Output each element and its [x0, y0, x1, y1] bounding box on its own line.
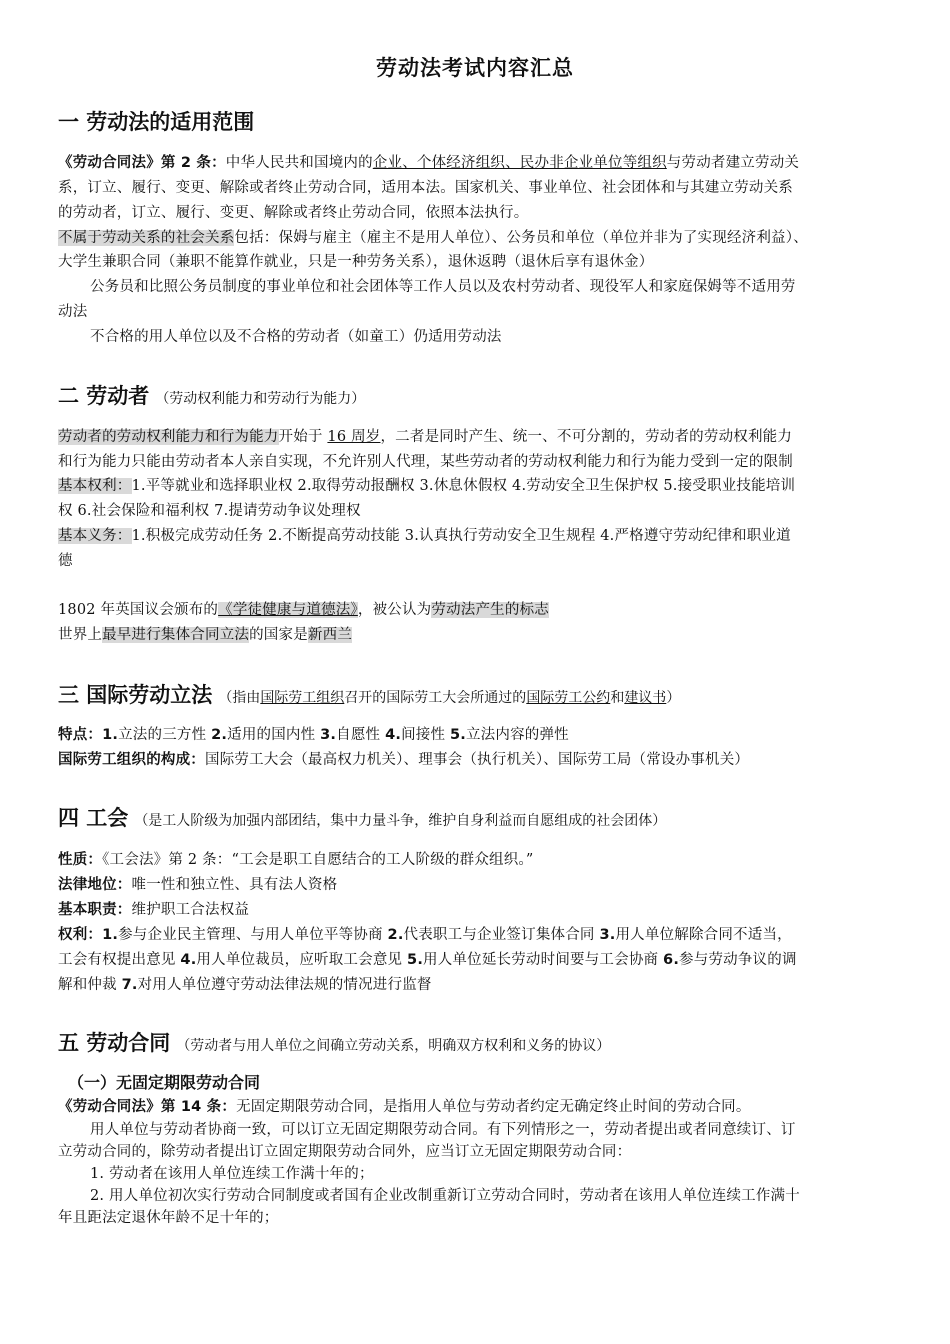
s1-line-5: 大学生兼职合同（兼职不能算作就业，只是一种劳务关系），退休返聘（退休后享有退休金） [58, 254, 654, 270]
section-3-heading [58, 679, 680, 709]
highlighted-text: 《学徒健康与道德法》 [218, 602, 358, 618]
text: 工会有权提出意见 [58, 952, 181, 968]
text: 用人单位解除合同不适当， [615, 927, 792, 943]
text: 参与企业民主管理、与用人单位平等协商 [118, 927, 388, 943]
s2-line-8 [58, 623, 352, 644]
s5-line-6: 年且距法定退休年龄不足十年的； [58, 1210, 279, 1226]
heading-note: （劳动者与用人单位之间确立劳动关系，明确双方权利和义务的协议） [176, 1038, 611, 1054]
num: 2. [387, 927, 404, 943]
heading-note: （劳动权利能力和劳动行为能力） [155, 391, 366, 407]
underlined-text: 国际劳工公约 [526, 690, 611, 706]
s4-line-4 [58, 923, 792, 944]
text: ，二者是同时产生、统一、不可分割的，劳动者的劳动权利能力 [380, 429, 793, 445]
highlighted-text: 基本权利： [58, 478, 132, 494]
section-2-heading [58, 380, 365, 410]
highlighted-text: 劳动法产生的标志 [431, 602, 549, 618]
underlined-text: 16 周岁 [327, 429, 381, 445]
s1-line-2: 系，订立、履行、变更、解除或者终止劳动合同，适用本法。国家机关、事业单位、社会团体和与其建立劳动关系 [58, 180, 793, 196]
text: 和 [610, 690, 625, 706]
s2-line-2: 和行为能力只能由劳动者本人亲自实现，不允许别人代理，某些劳动者的劳动权利能力和行为能力受到一定的限制 [58, 454, 793, 470]
heading-text: 四 工会 [58, 806, 129, 830]
text: 中华人民共和国境内的 [225, 155, 373, 171]
text: ） [666, 690, 681, 706]
highlighted-text: 不属于劳动关系的社会关系 [58, 230, 235, 246]
section-4-heading [58, 802, 666, 832]
s4-line-3 [58, 898, 249, 919]
s2-line-5 [58, 524, 791, 545]
highlighted-text: 新西兰 [307, 627, 353, 643]
s5-line-5: 2. 用人单位初次实行劳动合同制度或者国有企业改制重新订立劳动合同时，劳动者在该用人单位连续工作满十 [90, 1188, 800, 1204]
text: 立法的三方性 [118, 727, 212, 743]
s2-line-3 [58, 474, 795, 495]
s1-line-1 [58, 151, 799, 172]
subsection-heading: （一）无固定期限劳动合同 [68, 1073, 261, 1092]
s2-line-7 [58, 598, 549, 619]
text: 开始于 [278, 429, 328, 445]
heading-note [218, 690, 680, 706]
s5-line-2: 用人单位与劳动者协商一致，可以订立无固定期限劳动合同。有下列情形之一，劳动者提出或者同意续订、订 [90, 1122, 796, 1138]
num: 6. [663, 952, 680, 968]
text: 《工会法》第 2 条：“工会是职工自愿结合的工人阶级的群众组织。” [102, 852, 534, 868]
s5-line-3: 立劳动合同的，除劳动者提出订立固定期限劳动合同外，应当订立无固定期限劳动合同： [58, 1144, 632, 1160]
section-1-heading: 一 劳动法的适用范围 [58, 110, 255, 134]
s1-line-7: 动法 [58, 304, 88, 320]
s2-line-6: 德 [58, 553, 73, 569]
s4-line-6 [58, 973, 432, 994]
text: 的国家是 [249, 627, 308, 643]
s1-line-4 [58, 226, 808, 247]
num: 5. [407, 952, 424, 968]
highlighted-text: 劳动者的劳动权利能力和行为能力 [58, 429, 279, 445]
underlined-text: 国际劳工组织 [260, 690, 345, 706]
text: 1.积极完成劳动任务 2.不断提高劳动技能 3.认真执行劳动安全卫生规程 4.严格遵守劳动纪律和职业道 [131, 528, 791, 544]
text: 对用人单位遵守劳动法律法规的情况进行监督 [137, 977, 432, 993]
text: 无固定期限劳动合同，是指用人单位与劳动者约定无确定终止时间的劳动合同。 [236, 1099, 751, 1115]
s2-line-1 [58, 425, 792, 446]
text: 用人单位裁员，应听取工会意见 [196, 952, 408, 968]
law-citation: 《劳动合同法》第 2 条： [58, 155, 226, 171]
text: 世界上 [58, 627, 103, 643]
s1-line-3: 的劳动者，订立、履行、变更、解除或者终止劳动合同，依照本法执行。 [58, 205, 529, 221]
heading-note: （是工人阶级为加强内部团结，集中力量斗争，维护自身利益而自愿组成的社会团体） [134, 813, 667, 829]
page-title: 劳动法考试内容汇总 [376, 56, 574, 80]
text: 适用的国内性 [227, 727, 321, 743]
heading-text: 二 劳动者 [58, 384, 150, 408]
s1-line-6: 公务员和比照公务员制度的事业单位和社会团体等工作人员以及农村劳动者、现役军人和家庭保姆等不适用劳 [90, 279, 796, 295]
label: 性质： [58, 852, 103, 868]
text: 1802 年英国议会颁布的 [58, 602, 219, 618]
text: （指由 [218, 690, 261, 706]
text: 维护职工合法权益 [131, 902, 250, 918]
s1-line-8: 不合格的用人单位以及不合格的劳动者（如童工）仍适用劳动法 [90, 329, 502, 345]
label: 国际劳工组织的构成： [58, 752, 205, 768]
s2-line-4: 权 6.社会保险和福利权 7.提请劳动争议处理权 [58, 503, 361, 519]
s4-line-2 [58, 873, 337, 894]
text: 国际劳工大会（最高权力机关）、理事会（执行机关）、国际劳工局（常设办事机关） [205, 752, 750, 768]
num: 3. [599, 927, 616, 943]
highlighted-text: 最早进行集体合同立法 [102, 627, 250, 643]
s5-line-1 [58, 1095, 751, 1116]
num: 4. [385, 727, 402, 743]
text: 立法内容的弹性 [465, 727, 569, 743]
highlighted-text: 基本义务： [58, 528, 132, 544]
num: 2. [211, 727, 228, 743]
law-citation: 《劳动合同法》第 14 条： [58, 1099, 237, 1115]
num: 1. [102, 727, 119, 743]
num: 3. [320, 727, 337, 743]
text: 间接性 [401, 727, 450, 743]
text: ，被公认为 [357, 602, 432, 618]
s5-line-4: 1. 劳动者在该用人单位连续工作满十年的； [90, 1166, 374, 1182]
underlined-text: 建议书 [624, 690, 667, 706]
s3-line-1 [58, 723, 569, 744]
text: 与劳动者建立劳动关 [666, 155, 800, 171]
section-5-heading [58, 1027, 610, 1057]
num: 5. [449, 727, 466, 743]
text: 参与劳动争议的调 [679, 952, 797, 968]
heading-text: 三 国际劳动立法 [58, 683, 213, 707]
text: 包括：保姆与雇主（雇主不是用人单位）、公务员和单位（单位并非为了实现经济利益）、 [234, 230, 808, 246]
text: 解和仲裁 [58, 977, 122, 993]
label: 特点： [58, 727, 103, 743]
text: 代表职工与企业签订集体合同 [403, 927, 600, 943]
text: 召开的国际劳工大会所通过的 [344, 690, 527, 706]
text: 1.平等就业和选择职业权 2.取得劳动报酬权 3.休息休假权 4.劳动安全卫生保护权 5.接受职业技能培训 [131, 478, 796, 494]
label: 基本职责： [58, 902, 132, 918]
text: 用人单位延长劳动时间要与工会协商 [423, 952, 664, 968]
num: 1. [102, 927, 119, 943]
label: 法律地位： [58, 877, 132, 893]
s4-line-1 [58, 848, 533, 869]
label: 权利： [58, 927, 103, 943]
text: 唯一性和独立性、具有法人资格 [131, 877, 338, 893]
num: 4. [180, 952, 197, 968]
text: 自愿性 [336, 727, 386, 743]
s3-line-2 [58, 748, 749, 769]
heading-text: 五 劳动合同 [58, 1031, 171, 1055]
num: 7. [121, 977, 138, 993]
underlined-text: 企业、个体经济组织、民办非企业单位等组织 [372, 155, 667, 171]
s4-line-5 [58, 948, 797, 969]
